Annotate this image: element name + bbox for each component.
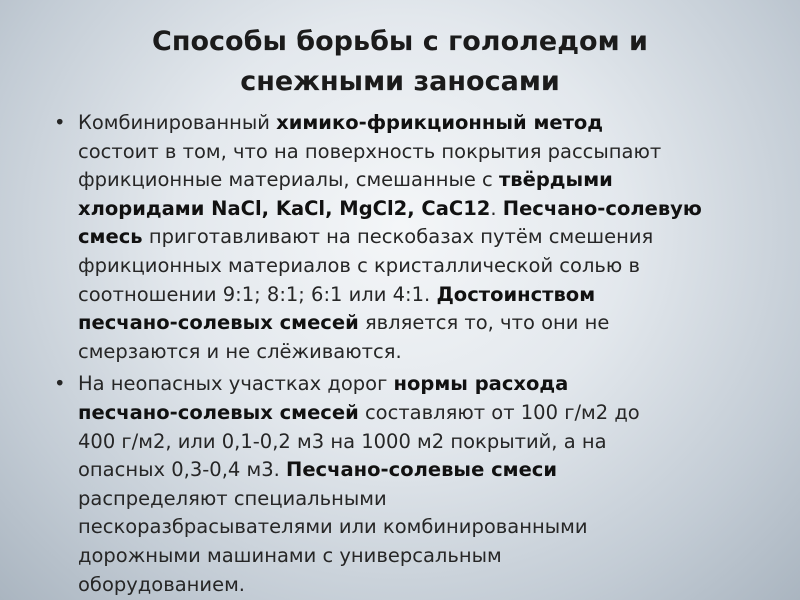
text-segment: дорожными машинами с универсальным: [78, 543, 502, 567]
text-segment: составляют от 100 г/м2 до: [358, 400, 640, 424]
text-segment: фрикционных материалов с кристаллической солью в: [78, 253, 641, 277]
text-segment: оборудованием.: [78, 572, 245, 596]
bullet-text-line: [78, 513, 750, 542]
bullet-item: [50, 109, 750, 366]
bullet-text-line: [78, 109, 750, 138]
text-segment: смерзаются и не слёживаются.: [78, 339, 402, 363]
bold-text-segment: Песчано-солевую: [502, 196, 702, 220]
text-segment: распределяют специальными: [78, 486, 387, 510]
bullet-text-line: [78, 542, 750, 571]
text-segment: соотношении 9:1; 8:1; 6:1 или 4:1.: [78, 282, 437, 306]
bullet-text-line: [78, 195, 750, 224]
bullet-text-line: [78, 281, 750, 310]
text-segment: 400 г/м2, или 0,1-0,2 м3 на 1000 м2 покрытий, а на: [78, 429, 607, 453]
text-segment: На неопасных участках дорог: [78, 372, 394, 396]
bold-text-segment: песчано-солевых смесей: [78, 311, 359, 335]
text-segment: состоит в том, что на поверхность покрытия рассыпают: [78, 139, 662, 163]
bold-text-segment: смесь: [78, 225, 143, 249]
bullet-text-line: [78, 309, 750, 338]
bold-text-segment: твёрдыми: [498, 168, 613, 192]
bold-text-segment: хлоридами NaCl, KaCl, MgCl2, СаС12: [78, 196, 491, 220]
bold-text-segment: химико-фрикционный метод: [276, 111, 604, 134]
text-segment: опасных 0,3-0,4 м3.: [78, 458, 287, 482]
bullet-text-line: [78, 166, 750, 195]
text-segment: пескоразбрасывателями или комбинированными: [78, 515, 588, 539]
bold-text-segment: Достоинством: [436, 282, 596, 306]
bullet-marker-icon: •: [54, 372, 66, 396]
bullet-text-line: [78, 428, 750, 457]
bullet-text-line: [78, 571, 750, 600]
slide-title-line: Способы борьбы с гололедом и: [152, 26, 648, 57]
bold-text-segment: Песчано-солевые смеси: [286, 458, 558, 482]
slide-title: [60, 22, 740, 102]
text-segment: фрикционные материалы, смешанные с: [78, 168, 499, 192]
bullet-text-line: [78, 338, 750, 367]
text-segment: .: [490, 196, 503, 220]
bullet-text-line: [78, 252, 750, 281]
text-segment: приготавливают на пескобазах путём смешения: [142, 225, 654, 249]
bold-text-segment: нормы расхода: [393, 372, 569, 396]
bullet-marker-icon: •: [54, 111, 66, 134]
bullet-text-line: [78, 399, 750, 428]
bullet-list: [50, 109, 750, 599]
text-segment: является то, что они не: [358, 311, 610, 335]
bullet-text-line: [78, 370, 750, 399]
slide-title-line: снежными заносами: [240, 66, 560, 97]
bullet-text-line: [78, 485, 750, 514]
bullet-text-line: [78, 138, 750, 167]
bullet-item: [50, 370, 750, 599]
bullet-text-line: [78, 223, 750, 252]
bullet-text-line: [78, 456, 750, 485]
text-segment: Комбинированный: [78, 111, 277, 134]
bold-text-segment: песчано-солевых смесей: [78, 400, 359, 424]
